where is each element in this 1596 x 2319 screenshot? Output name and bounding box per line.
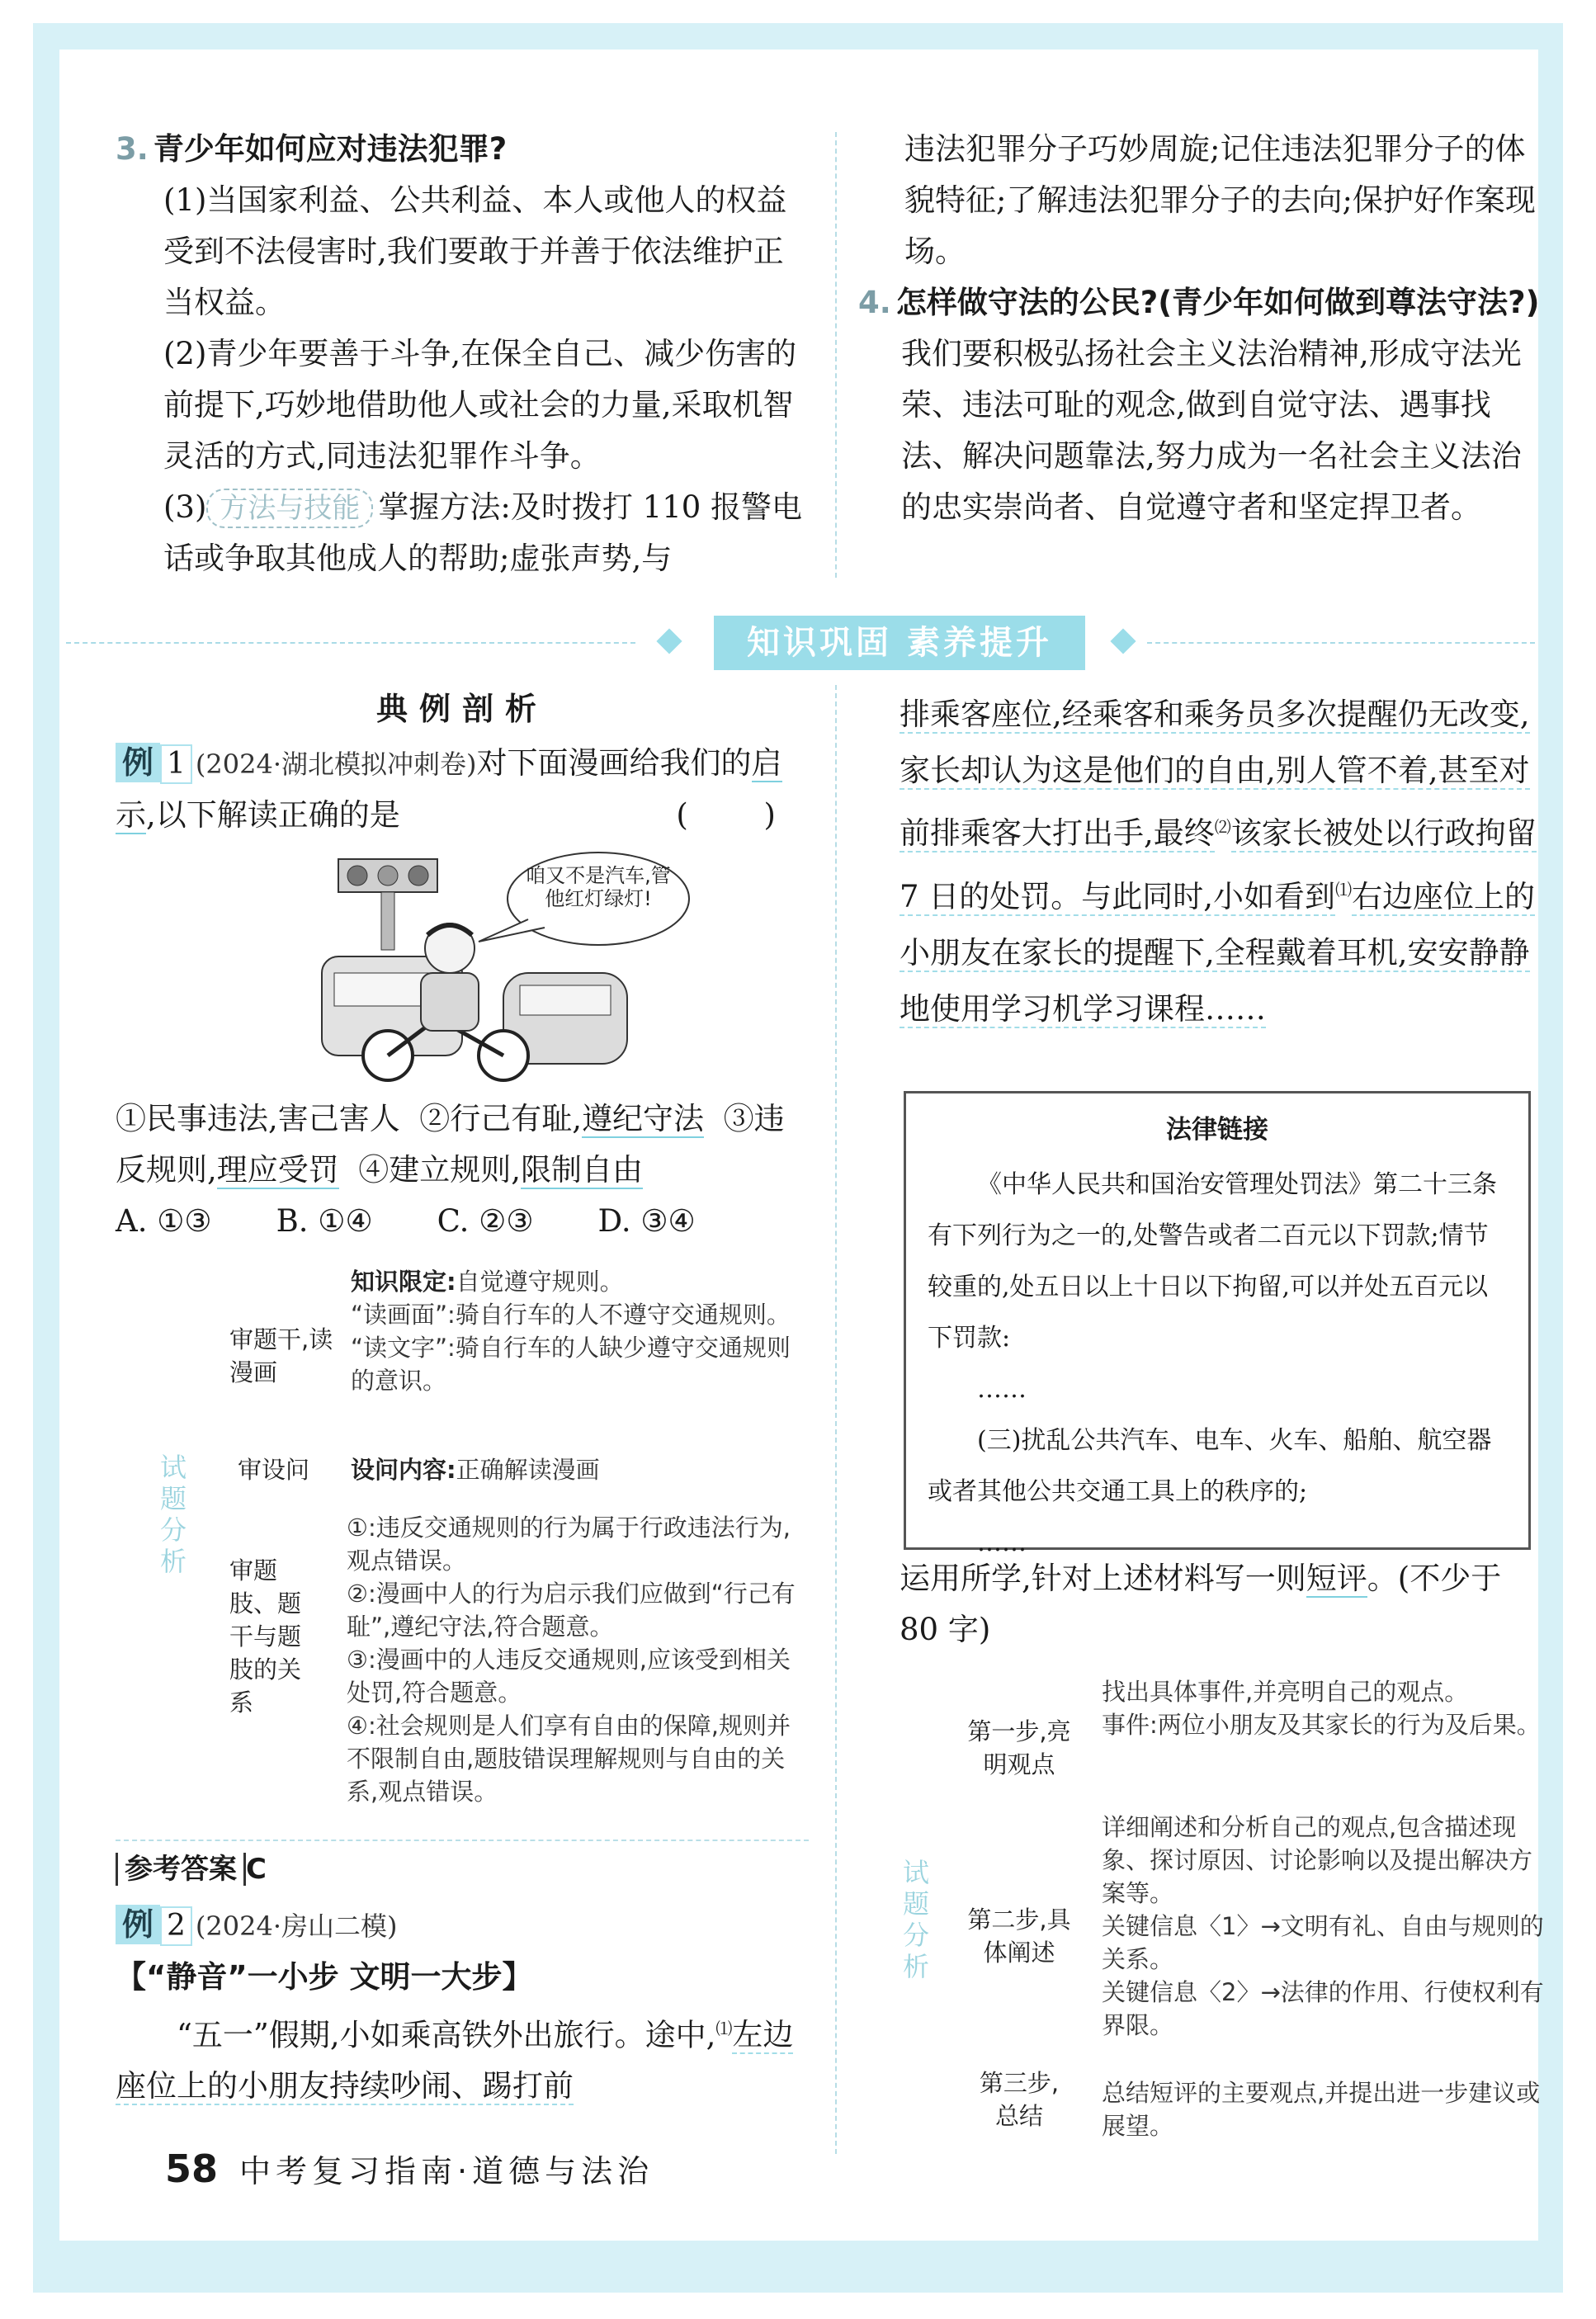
ex1-statements (116, 1093, 809, 1196)
step2-label: 第二步,具体阐述 (967, 1906, 1071, 1967)
answer-value: C (246, 1853, 267, 1886)
row1-knowledge-key: 知识限定: (351, 1268, 456, 1296)
option-c[interactable]: C. ②③ (437, 1203, 534, 1239)
ex1-source: (2024·湖北模拟冲刺卷) (195, 749, 477, 780)
row3-content (347, 1511, 809, 1808)
statement-3b: 理应受罚 (216, 1152, 339, 1188)
banner-line-right (1147, 642, 1535, 644)
row3-point-2: ②:漫画中人的行为启示我们应做到“行己有耻”,遵纪守法,符合题意。 (347, 1580, 796, 1641)
q4-title: 怎样做守法的公民?(青少年如何做到尊法守法?) (895, 285, 1540, 320)
ex2-number: 2 (160, 1906, 192, 1946)
column-divider-top (835, 132, 837, 578)
step2-line-1: 详细阐述和分析自己的观点,包含描述现象、探讨原因、讨论影响以及提出解决方案等。 (1102, 1813, 1533, 1907)
task-keyword: 短评 (1306, 1561, 1367, 1596)
section-banner (66, 611, 1535, 677)
ex1-badge: 例 (116, 743, 160, 782)
cartoon-illustration (116, 849, 809, 1089)
law-link-box (904, 1091, 1531, 1557)
speech-bubble (479, 853, 689, 945)
example-2-continued (900, 687, 1543, 1037)
q3-title: 青少年如何应对违法犯罪? (153, 131, 508, 167)
ex2-mark-3: ⑴ (1335, 880, 1353, 900)
q3-paragraph-2: (2)青少年要善于斗争,在保全自己、减少伤害的前提下,巧妙地借助他人或社会的力量,采取机智灵活的方式,同违法犯罪作斗争。 (163, 336, 797, 474)
step1-label: 第一步,亮明观点 (967, 1717, 1071, 1778)
step2-line-2: 关键信息〈1〉→文明有礼、自由与规则的关系。 (1102, 1912, 1544, 1973)
ex1-analysis (116, 1262, 809, 1840)
banner-diamond-left (656, 628, 682, 654)
ex2-heading (116, 1900, 809, 2003)
step1-line-1: 找出具体事件,并亮明自己的观点。 (1102, 1678, 1469, 1706)
ex2-text-c: 排乘客座位,经乘客和乘务员多次提醒仍无改变,家长却认为这是他们的自由,别人管不着,甚至对前排乘客大打出手,最终 (900, 697, 1530, 852)
statement-1: ①民事违法,害己害人 (116, 1101, 400, 1136)
row2-text: 正确解读漫画 (456, 1456, 600, 1484)
answer-bracket: ( ) (676, 797, 809, 833)
question-3 (116, 124, 809, 584)
law-article: 《中华人民共和国治安管理处罚法》第二十三条 有下列行为之一的,处警告或者二百元以下罚款;情节较重的,处五日以上十日以下拘留,可以并处五百元以下罚款: (928, 1170, 1497, 1353)
ex2-paragraph-start (116, 2003, 809, 2112)
option-a[interactable]: A. ①③ (116, 1203, 212, 1239)
step3-line-1: 总结短评的主要观点,并提出进一步建议或展望。 (1102, 2079, 1541, 2140)
q3-p3-prefix: (3) (163, 489, 207, 525)
row3-point-3: ③:漫画中的人违反交通规则,应该受到相关处罚,符合题意。 (347, 1646, 791, 1707)
statement-2b: 遵纪守法 (582, 1101, 705, 1136)
ex1-stem-b: ,以下解读正确的是 (146, 797, 400, 833)
page-number: 58 (165, 2147, 219, 2191)
row1-read-picture: “读画面”:骑自行车的人不遵守交通规则。 (351, 1301, 791, 1329)
q4-paragraph: 我们要积极弘扬社会主义法治精神,形成守法光荣、违法可耻的观念,做到自觉守法、遇事找法、解决问题靠法,努力成为一名社会主义法治的忠实崇尚者、自觉遵守者和坚定捍卫者。 (901, 336, 1522, 525)
step3-content (1102, 2076, 1551, 2142)
q3-paragraph-1: (1)当国家利益、公共利益、本人或他人的权益受到不法侵害时,我们要敢于并善于依法维护正当权益。 (163, 182, 787, 320)
q3-continued: 违法犯罪分子巧妙周旋;记住违法犯罪分子的体貌特征;了解违法犯罪分子的去向;保护好作案现场。 (904, 131, 1536, 269)
row3-label: 审题肢、题干与题肢的关系 (229, 1556, 302, 1717)
row2-key: 设问内容: (351, 1456, 456, 1484)
ex2-text-e: 右边座位上的小朋友在家长的提醒下,全程戴着耳机,安安静静地使用学习机学习课程…… (900, 878, 1536, 1027)
row1-content (351, 1265, 813, 1397)
option-d[interactable]: D. ③④ (597, 1203, 696, 1239)
ex2-task (900, 1553, 1543, 1655)
row2-content (351, 1453, 813, 1486)
ex1-number: 1 (160, 744, 192, 784)
question-3-continued (858, 124, 1551, 533)
ex1-answer (116, 1840, 809, 1887)
q3-p3-text: 掌握方法:及时拨打 110 报警电话或争取其他成人的帮助;虚张声势,与 (163, 489, 803, 576)
statement-2a: ②行己有耻, (419, 1101, 583, 1136)
q4-number: 4. (858, 285, 891, 320)
page-footer (165, 2146, 654, 2191)
ex1-stem-keyword: 启示 (116, 745, 782, 833)
step2-line-3: 关键信息〈2〉→法律的作用、行使权利有界限。 (1102, 1978, 1544, 2039)
statement-3a: ③违反规则, (116, 1101, 785, 1188)
ex2-source: (2024·房山二模) (195, 1910, 398, 1942)
step3-label: 第三步,总结 (979, 2069, 1060, 2130)
task-text-b: 。(不少于 80 字) (900, 1561, 1502, 1647)
book-title: 中考复习指南·道德与法治 (239, 2153, 654, 2189)
banner-line-left (66, 642, 635, 644)
answer-label: 参考答案 (116, 1853, 246, 1886)
statement-4a: ④建立规则, (358, 1152, 522, 1188)
law-ellipsis-2: …… (977, 1528, 1027, 1557)
row2-label: 审设问 (238, 1456, 310, 1484)
ex1-stem (116, 738, 809, 841)
method-skill-tag: 方法与技能 (206, 489, 373, 528)
speech-bubble-text: 咱又不是汽车,管他红灯绿灯! (526, 864, 671, 910)
ex2-analysis-side-label: 试题分析 (902, 1857, 929, 1982)
traffic-light-icon (338, 859, 437, 950)
row1-knowledge (351, 1265, 813, 1298)
task-text-a: 运用所学,针对上述材料写一则 (900, 1561, 1306, 1596)
ex2-text-d: 该家长被处以行政拘留 7 日的处罚。与此同时,小如看到 (900, 815, 1537, 914)
law-ellipsis-1: …… (977, 1375, 1027, 1404)
ex2-title: 【“静音”一小步 文明一大步】 (116, 1959, 533, 1995)
ex1-stem-a: 对下面漫画给我们的 (476, 745, 752, 781)
law-title: 法律链接 (1166, 1115, 1268, 1145)
banner-diamond-right (1110, 628, 1136, 654)
column-divider-bottom (835, 685, 837, 2154)
ex2-paragraph-cont (900, 687, 1543, 1037)
law-clause-3: (三)扰乱公共汽车、电车、火车、船舶、航空器或者其他公共交通工具上的秩序的; (928, 1426, 1492, 1506)
ex2-analysis (900, 1675, 1551, 2140)
row1-knowledge-text: 自觉遵守规则。 (456, 1268, 624, 1296)
row1-read-text: “读文字”:骑自行车的人缺少遵守交通规则的意识。 (351, 1334, 791, 1395)
ex1-options (116, 1196, 809, 1247)
q3-heading (116, 124, 809, 175)
statement-4b: 限制自由 (521, 1152, 644, 1188)
row3-point-4: ④:社会规则是人们享有自由的保障,规则并不限制自由,题肢错误理解规则与自由的关系,观点错误。 (347, 1712, 791, 1806)
row1-label: 审题干,读漫画 (229, 1325, 333, 1386)
ex1-analysis-side-label: 试题分析 (159, 1452, 187, 1577)
ex2-text-a: “五一”假期,小如乘高铁外出旅行。途中, (177, 2017, 716, 2053)
ex2-mark-1: ⑴ (715, 2019, 733, 2038)
q3-number: 3. (116, 131, 149, 167)
q4-heading (858, 277, 1551, 328)
banner-title: 知识巩固 素养提升 (714, 616, 1085, 670)
row3-point-1: ①:违反交通规则的行为属于行政违法行为,观点错误。 (347, 1514, 791, 1575)
ex2-text-b: 左边座位上的小朋友持续吵闹、踢打前 (116, 2017, 794, 2104)
q3-paragraph-3 (163, 482, 809, 584)
step2-content (1102, 1811, 1551, 2042)
ex2-mark-2: ⑵ (1214, 817, 1231, 837)
example-1 (116, 683, 809, 2112)
step1-line-2: 事件:两位小朋友及其家长的行为及后果。 (1102, 1711, 1541, 1739)
ex2-badge: 例 (116, 1905, 160, 1944)
ex2-task-text (900, 1553, 1543, 1655)
step1-content (1102, 1675, 1551, 1741)
option-b[interactable]: B. ①④ (276, 1203, 373, 1239)
section-title: 典例剖析 (375, 691, 548, 727)
